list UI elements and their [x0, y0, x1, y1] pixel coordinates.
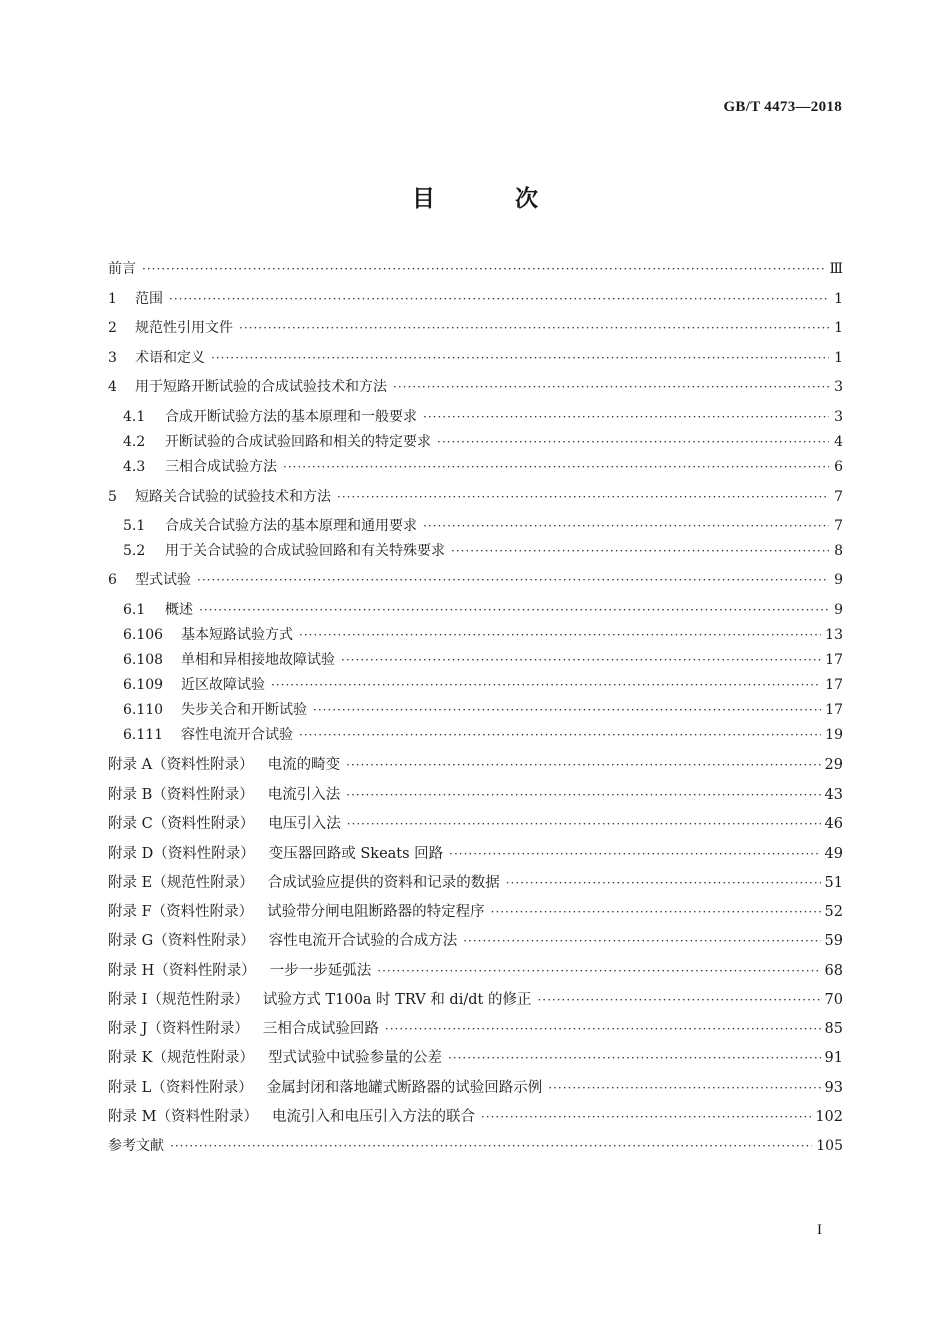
toc-entry-title: 近区故障试验 [181, 677, 265, 693]
toc-entry-page: 91 [824, 1050, 843, 1066]
dot-leader [142, 262, 825, 276]
dot-leader [169, 292, 829, 306]
toc-entry-title: 合成试验应提供的资料和记录的数据 [267, 875, 500, 891]
toc-entry-page: 46 [824, 816, 843, 832]
toc-entry-number: 4 [108, 379, 117, 395]
toc-entry-number: 附录 G（资料性附录） [108, 933, 255, 949]
dot-leader [347, 817, 821, 831]
dot-leader [463, 934, 820, 948]
dot-leader [283, 460, 829, 474]
toc-entry[interactable] [108, 347, 843, 369]
toc-entry[interactable] [108, 929, 843, 951]
toc-entry-number: 附录 E（规范性附录） [108, 875, 254, 891]
toc-entry-title: 电流引入法 [267, 787, 341, 803]
toc-entry-number: 3 [108, 350, 117, 366]
toc-entry-number: 4.2 [123, 434, 146, 450]
page-folio: I [817, 1222, 822, 1238]
toc-entry[interactable] [108, 871, 843, 893]
toc-entry-page: 85 [824, 1021, 843, 1037]
toc-entry-page: 7 [834, 489, 843, 505]
toc-entry-title: 金属封闭和落地罐式断路器的试验回路示例 [266, 1080, 543, 1096]
dot-leader [548, 1081, 820, 1095]
dot-leader [299, 628, 821, 642]
dot-leader [197, 573, 829, 587]
toc-entry-number: 4.1 [123, 409, 146, 425]
toc-entry-page: 52 [824, 904, 843, 920]
toc-entry-number: 附录 H（资料性附录） [108, 963, 256, 979]
toc-entry-number: 1 [108, 291, 117, 307]
toc-entry[interactable] [108, 842, 843, 864]
dot-leader [239, 321, 829, 335]
dot-leader [423, 410, 829, 424]
dot-leader [337, 490, 829, 504]
toc-entry-title: 规范性引用文件 [135, 320, 233, 336]
toc-entry-title: 型式试验 [135, 572, 191, 588]
toc-entry-page: 17 [825, 677, 843, 693]
toc-entry-number: 附录 I（规范性附录） [108, 992, 249, 1008]
page-title: 目 次 [411, 186, 574, 212]
toc-entry-number: 附录 M（资料性附录） [108, 1109, 258, 1125]
toc-entry-number: 附录 B（资料性附录） [108, 787, 254, 803]
toc-entry-number: 6 [108, 572, 117, 588]
toc-entry[interactable] [108, 569, 843, 591]
toc-entry-number: 6.106 [123, 627, 164, 643]
toc-entry-page: 6 [834, 459, 843, 475]
toc-entry-title: 用于短路开断试验的合成试验技术和方法 [135, 379, 387, 395]
toc-entry-page: 9 [834, 602, 843, 618]
toc-entry-number: 5.2 [123, 543, 146, 559]
dot-leader [211, 351, 829, 365]
toc-entry-page: 17 [825, 702, 843, 718]
toc-entry-title: 失步关合和开断试验 [181, 702, 307, 718]
toc-entry-page: 1 [834, 291, 843, 307]
toc-entry-number: 附录 L（资料性附录） [108, 1080, 253, 1096]
toc-entry-page: 70 [824, 992, 843, 1008]
toc-entry-page: 1 [834, 320, 843, 336]
toc-entry-title: 合成关合试验方法的基本原理和通用要求 [165, 518, 417, 534]
toc-entry[interactable] [108, 406, 843, 428]
toc-entry[interactable] [108, 431, 843, 453]
toc-entry-title: 合成开断试验方法的基本原理和一般要求 [165, 409, 417, 425]
toc-entry[interactable] [108, 1135, 843, 1157]
toc-entry-number: 2 [108, 320, 117, 336]
toc-entry[interactable] [108, 674, 843, 696]
dot-leader [199, 603, 829, 617]
toc-entry-title: 用于关合试验的合成试验回路和有关特殊要求 [165, 543, 445, 559]
dot-leader [448, 1051, 821, 1065]
toc-entry-number: 附录 F（资料性附录） [108, 904, 254, 920]
toc-entry-number: 附录 C（资料性附录） [108, 816, 255, 832]
toc-entry-title: 单相和异相接地故障试验 [181, 652, 335, 668]
toc-entry[interactable] [108, 900, 843, 922]
toc-entry-title: 容性电流开合试验 [181, 727, 293, 743]
dot-leader [299, 728, 821, 742]
dot-leader [377, 964, 820, 978]
toc-entry[interactable] [108, 456, 843, 478]
toc-entry-title: 三相合成试验方法 [165, 459, 277, 475]
toc-entry[interactable] [108, 753, 843, 775]
toc-entry-number: 4.3 [123, 459, 146, 475]
toc-entry[interactable] [108, 699, 843, 721]
toc-entry[interactable] [108, 724, 843, 746]
toc-entry-page: 13 [825, 627, 843, 643]
toc-entry-title: 三相合成试验回路 [262, 1021, 379, 1037]
dot-leader [449, 847, 820, 861]
toc-entry-title: 开断试验的合成试验回路和相关的特定要求 [165, 434, 431, 450]
toc-entry-number: 5.1 [123, 518, 146, 534]
toc-entry-title: 参考文献 [108, 1138, 164, 1154]
toc-entry-title: 变压器回路或 Skeats 回路 [268, 846, 444, 862]
dot-leader [170, 1139, 812, 1153]
toc-entry-page: 4 [834, 434, 843, 450]
toc-entry-title: 基本短路试验方式 [181, 627, 293, 643]
dot-leader [346, 788, 820, 802]
toc-entry[interactable] [108, 486, 843, 508]
dot-leader [313, 703, 821, 717]
toc-entry[interactable] [108, 783, 843, 805]
toc-entry-page: 1 [834, 350, 843, 366]
toc-entry-page: 9 [834, 572, 843, 588]
toc-entry[interactable] [108, 376, 843, 398]
toc-entry[interactable] [108, 317, 843, 339]
toc-entry-number: 5 [108, 489, 117, 505]
toc-entry-title: 容性电流开合试验的合成方法 [268, 933, 458, 949]
toc-entry-page: 49 [824, 846, 843, 862]
toc-entry-page: 3 [834, 409, 843, 425]
toc-entry-page: 102 [815, 1109, 843, 1125]
dot-leader [393, 380, 829, 394]
toc-entry[interactable] [108, 649, 843, 671]
dot-leader [385, 1022, 821, 1036]
toc-entry-number: 6.109 [123, 677, 164, 693]
toc-entry[interactable] [108, 624, 843, 646]
toc-entry[interactable] [108, 1046, 843, 1068]
toc-entry-title: 范围 [135, 291, 163, 307]
toc-entry[interactable] [108, 599, 843, 621]
dot-leader [491, 905, 821, 919]
toc-entry[interactable] [108, 515, 843, 537]
toc-entry[interactable] [108, 288, 843, 310]
dot-leader [437, 435, 829, 449]
dot-leader [346, 758, 820, 772]
toc-entry-number: 6.110 [123, 702, 164, 718]
toc-entry-page: 43 [824, 787, 843, 803]
toc-entry-page: 3 [834, 379, 843, 395]
toc-entry-page: 7 [834, 518, 843, 534]
toc-entry[interactable] [108, 1017, 843, 1039]
toc-entry-number: 附录 D（资料性附录） [108, 846, 255, 862]
toc-entry-page: 68 [824, 963, 843, 979]
toc-entry-title: 电压引入法 [268, 816, 341, 832]
dot-leader [341, 653, 821, 667]
toc-entry[interactable] [108, 1105, 843, 1127]
toc-entry-page: 51 [824, 875, 843, 891]
toc-entry-page: 59 [824, 933, 843, 949]
toc-entry-title: 型式试验中试验参量的公差 [267, 1050, 442, 1066]
toc-entry-title: 短路关合试验的试验技术和方法 [135, 489, 331, 505]
toc-entry-title: 试验方式 T100a 时 TRV 和 di/dt 的修正 [262, 992, 532, 1008]
toc-entry-number: 6.111 [123, 727, 164, 743]
toc-entry-page: 17 [825, 652, 843, 668]
toc-entry[interactable] [108, 1076, 843, 1098]
toc-entry-title: 前言 [108, 261, 136, 277]
toc-entry-title: 电流引入和电压引入方法的联合 [271, 1109, 475, 1125]
toc-entry-title: 术语和定义 [135, 350, 205, 366]
toc-entry-title: 试验带分闸电阻断路器的特定程序 [267, 904, 485, 920]
dot-leader [506, 876, 821, 890]
toc-entry[interactable] [108, 540, 843, 562]
toc-entry[interactable] [108, 812, 843, 834]
dot-leader [271, 678, 821, 692]
standard-code: GB/T 4473—2018 [723, 99, 842, 115]
dot-leader [481, 1110, 811, 1124]
toc-entry[interactable] [108, 988, 843, 1010]
toc-entry-number: 6.108 [123, 652, 164, 668]
toc-entry-title: 一步一步延弧法 [269, 963, 372, 979]
toc-entry[interactable] [108, 959, 843, 981]
toc-entry-page: 29 [824, 757, 843, 773]
toc-entry-number: 附录 A（资料性附录） [108, 757, 254, 773]
dot-leader [451, 544, 829, 558]
dot-leader [537, 993, 820, 1007]
toc-entry-number: 6.1 [123, 602, 146, 618]
toc-entry-number: 附录 K（规范性附录） [108, 1050, 254, 1066]
toc-entry-page: Ⅲ [829, 261, 843, 277]
toc-entry-page: 105 [816, 1138, 843, 1154]
toc-entry-page: 8 [834, 543, 843, 559]
toc-entry-title: 电流的畸变 [267, 757, 341, 773]
toc-entry-page: 93 [824, 1080, 843, 1096]
toc-entry[interactable] [108, 258, 843, 280]
toc-entry-number: 附录 J（资料性附录） [108, 1021, 249, 1037]
toc-entry-title: 概述 [165, 602, 193, 618]
toc-entry-page: 19 [825, 727, 843, 743]
dot-leader [423, 519, 829, 533]
